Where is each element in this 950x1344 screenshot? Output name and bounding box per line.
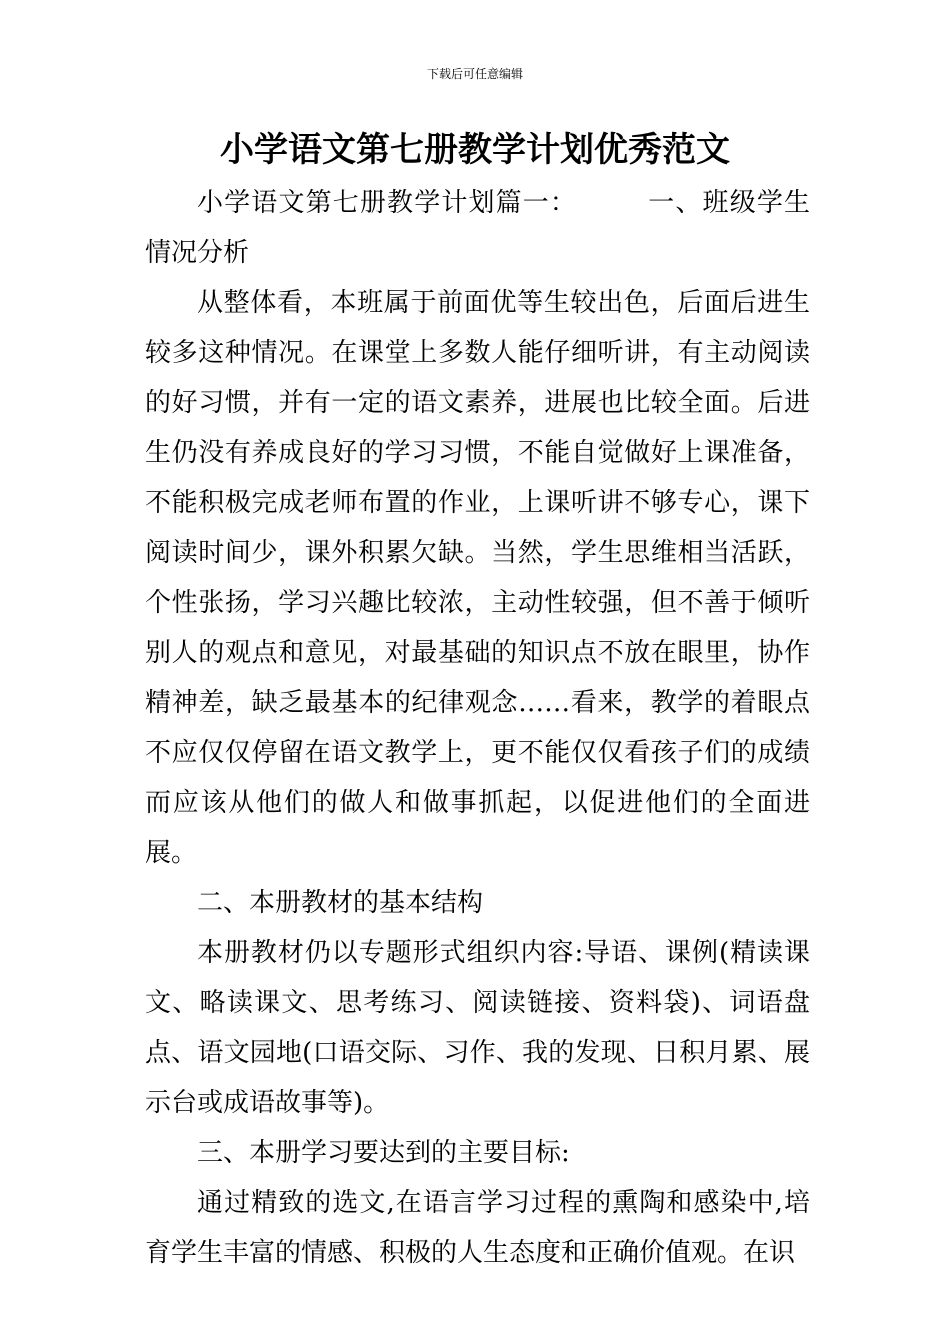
section-one-heading: 一、班级学生情况分析	[145, 188, 810, 268]
page-header-note: 下载后可任意编辑	[426, 67, 523, 81]
intro-paragraph	[145, 178, 810, 278]
document-title: 小学语文第七册教学计划优秀范文	[220, 130, 730, 170]
paragraph-goals: 通过精致的选文,在语言学习过程的熏陶和感染中,培育学生丰富的情感、积极的人生态度和正确价值观。在识	[145, 1188, 810, 1268]
document-body	[145, 178, 810, 1278]
paragraph-textbook-structure: 本册教材仍以专题形式组织内容:导语、课例(精读课文、略读课文、思考练习、阅读链接、资料袋)、词语盘点、语文园地(口语交际、习作、我的发现、日积月累、展示台或成语故事等)。	[145, 938, 810, 1118]
intro-plan-label: 小学语文第七册教学计划篇一：	[197, 188, 578, 218]
section-two-heading: 二、本册教材的基本结构	[197, 888, 484, 918]
section-three-heading: 三、本册学习要达到的主要目标:	[197, 1138, 570, 1168]
paragraph-class-analysis: 从整体看，本班属于前面优等生较出色，后面后进生较多这种情况。在课堂上多数人能仔细听讲，有主动阅读的好习惯，并有一定的语文素养，进展也比较全面。后进生仍没有养成良好的学习习惯，不能自觉做好上课准备，不能积极完成老师布置的作业，上课听讲不够专心，课下阅读时间少，课外积累欠缺。当然，学生思维相当活跃，个性张扬，学习兴趣比较浓，主动性较强，但不善于倾听别人的观点和意见，对最基础的知识点不放在眼里，协作精神差，缺乏最基本的纪律观念……看来，教学的着眼点不应仅仅停留在语文教学上，更不能仅仅看孩子们的成绩而应该从他们的做人和做事抓起，以促进他们的全面进展。	[145, 288, 810, 868]
